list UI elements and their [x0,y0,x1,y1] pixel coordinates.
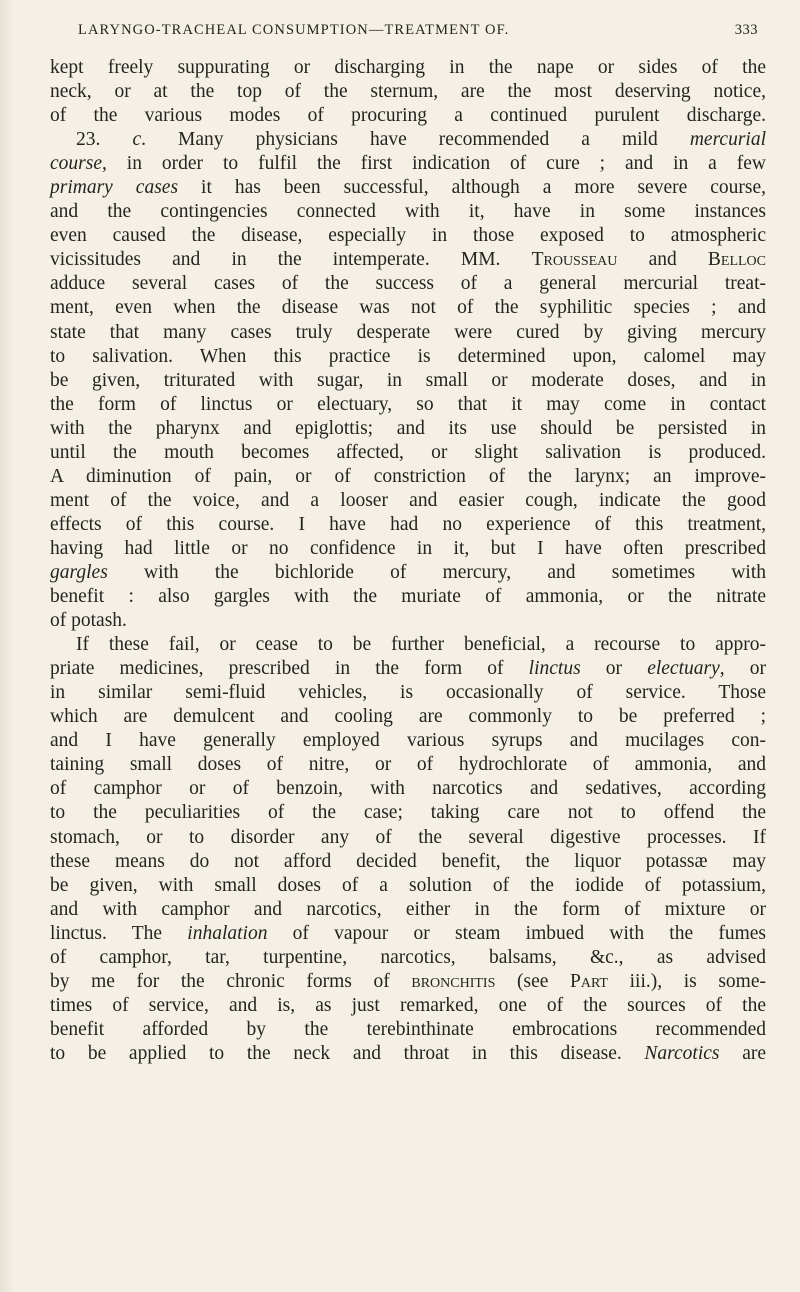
text-span: with the pharynx and epiglottis; and its use should be persisted in [50,417,766,439]
text-span: having had little or no confidence in it, but I have often prescribed [50,537,766,559]
text-span: ment of the voice, and a looser and easier cough, indicate the good [50,489,766,511]
text-line [50,729,766,753]
text-span: Part [569,970,608,992]
text-span: stomach, or to disorder any of the several digestive processes. If [50,826,766,848]
text-span: of camphor, tar, turpentine, narcotics, balsams, &c., as advised [50,946,766,968]
text-span: to salivation. When this practice is determined upon, calomel may [50,345,766,367]
text-span: gargles [50,561,108,583]
text-span: or [580,658,648,680]
text-span: adduce several cases of the success of a general mercurial treat- [50,273,766,295]
text-span: . Many physicians have recommended a mild [141,129,690,151]
text-line [50,994,766,1018]
text-line [50,970,766,994]
text-line [50,850,766,874]
text-line [50,777,766,801]
text-span: Narcotics [644,1042,720,1064]
text-line [50,417,766,441]
text-line [50,681,766,705]
text-span: (see [495,970,570,992]
text-span: effects of this course. I have had no experience of this treatment, [50,513,766,535]
text-span: mercurial [689,129,767,151]
text-span: in similar semi-fluid vehicles, is occasionally of service. Those [50,682,766,704]
text-span: iii.), is some- [608,970,766,992]
text-line [50,705,766,729]
running-head-title: LARYNGO-TRACHEAL CONSUMPTION—TREATMENT OF. [78,22,510,38]
text-line [50,200,766,224]
text-span: , or [719,658,766,680]
text-line [50,609,766,633]
text-line [50,128,766,152]
text-line [50,874,766,898]
text-span: neck, or at the top of the sternum, are the most deserving notice, [50,81,766,103]
text-line [50,104,766,128]
text-line [50,657,766,681]
text-span: kept freely suppurating or discharging in the nape or sides of the [50,57,766,78]
text-span: of the various modes of procuring a continued purulent discharge. [50,105,766,127]
text-span: times of service, and is, as just remarked, one of the sources of the [50,994,766,1016]
text-span: inhalation [187,922,268,944]
text-span: priate medicines, prescribed in the form of [50,658,529,680]
text-span: of vapour or steam imbued with the fumes [267,922,766,944]
text-line [50,321,766,345]
text-span: even caused the disease, especially in those exposed to atmospheric [50,225,766,247]
text-line [50,1018,766,1042]
text-span: by me for the chronic forms of [50,970,412,992]
page-gutter-shadow [0,0,14,1292]
text-span: taining small doses of nitre, or of hydrochlorate of ammonia, and [50,754,766,776]
text-span: If these fail, or cease to be further beneficial, a recourse to appro- [76,634,766,656]
text-line [50,369,766,393]
text-line [50,801,766,825]
text-span: these means do not afford decided benefit, the liquor potassæ may [50,850,766,872]
text-span: and [617,249,708,271]
text-span: are [719,1042,766,1064]
text-line [50,537,766,561]
text-span: it has been successful, although a more severe course, [178,177,766,199]
text-line [50,296,766,320]
text-line [50,441,766,465]
text-span: of potash. [50,610,127,632]
text-span: state that many cases truly desperate were cured by giving mercury [50,321,766,343]
text-line [50,465,766,489]
text-line [50,826,766,850]
text-span: which are demulcent and cooling are commonly to be preferred ; [50,706,766,728]
text-span: to the peculiarities of the case; taking care not to offend the [50,802,766,824]
text-span: and I have generally employed various syrups and mucilages con- [50,730,766,752]
text-line [50,80,766,104]
text-line [50,56,766,80]
text-span: electuary [647,658,720,680]
text-span: vicissitudes and in the intemperate. MM. [50,249,532,271]
text-line [50,393,766,417]
text-span: 23. [76,129,133,151]
text-line [50,753,766,777]
text-span: Trousseau [531,249,618,271]
text-line [50,898,766,922]
text-line [50,585,766,609]
text-span: the form of linctus or electuary, so that it may come in contact [50,393,766,415]
text-line [50,561,766,585]
text-line [50,176,766,200]
text-span: with the bichloride of mercury, and sometimes with [107,561,766,583]
text-span: bronchitis [411,970,496,992]
page-number: 333 [734,22,758,38]
text-span: course [50,153,102,175]
text-line [50,946,766,970]
text-span: be given, with small doses of a solution of the iodide of potassium, [50,874,766,896]
text-line [50,272,766,296]
text-span: A diminution of pain, or of constriction of the larynx; an improve- [50,465,766,487]
text-span: and the contingencies connected with it, have in some instances [50,201,766,223]
text-span: and with camphor and narcotics, either in the form of mixture or [50,898,766,920]
text-line [50,224,766,248]
text-span: benefit : also gargles with the muriate of ammonia, or the nitrate [50,586,766,608]
text-line [50,489,766,513]
text-line [50,633,766,657]
text-span: c [132,129,142,151]
text-span: of camphor or of benzoin, with narcotics and sedatives, according [50,778,766,800]
body-text [50,56,766,1066]
text-span: Belloc [707,249,767,271]
text-span: linctus [528,658,581,680]
text-line [50,248,766,272]
text-span: linctus. The [50,922,188,944]
text-line [50,345,766,369]
text-line [50,513,766,537]
text-line [50,922,766,946]
text-span: to be applied to the neck and throat in this disease. [50,1042,645,1064]
text-span: benefit afforded by the terebinthinate embrocations recommended [50,1018,766,1040]
text-span: ment, even when the disease was not of the syphilitic species ; and [50,297,766,319]
text-span: , in order to fulfil the first indication of cure ; and in a few [102,153,766,175]
text-line [50,1042,766,1066]
text-line [50,152,766,176]
running-head [78,22,758,50]
text-span: until the mouth becomes affected, or slight salivation is produced. [50,441,766,463]
text-span: primary cases [50,177,179,199]
text-span: be given, triturated with sugar, in small or moderate doses, and in [50,369,766,391]
